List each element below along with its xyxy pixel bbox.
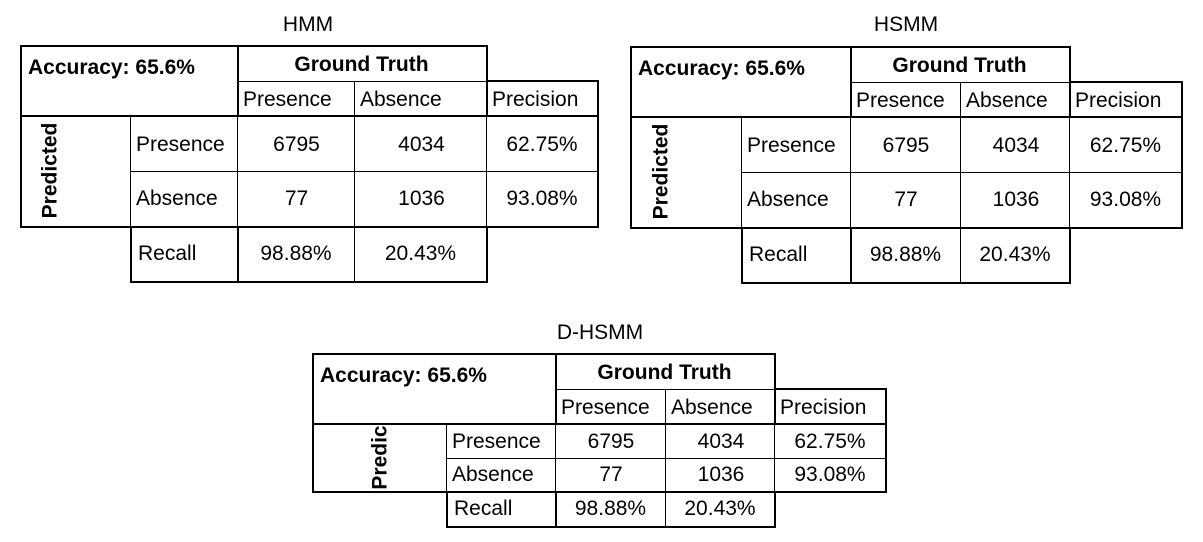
cell-presence-presence: 6795	[555, 423, 666, 459]
table-title-hsmm: HSMM	[873, 13, 939, 36]
ground-truth-header: Ground Truth	[555, 353, 776, 390]
cell-absence-presence: 77	[237, 171, 355, 228]
cell-absence-presence: 77	[850, 172, 961, 229]
table-title-hmm: HMM	[282, 13, 334, 36]
recall-absence: 20.43%	[354, 226, 488, 283]
precision-absence: 93.08%	[774, 458, 887, 493]
recall-label: Recall	[446, 491, 557, 528]
accuracy-label: Accuracy: 65.6%	[630, 46, 852, 118]
predicted-label: Predicted	[648, 123, 672, 220]
confusion-matrix-hsmm	[630, 46, 1183, 284]
cell-absence-absence: 1036	[960, 172, 1071, 229]
recall-absence: 20.43%	[960, 227, 1071, 284]
recall-presence: 98.88%	[850, 227, 961, 284]
row-label-absence: Absence	[446, 458, 556, 493]
precision-header: Precision	[486, 80, 599, 117]
accuracy-label: Accuracy: 65.6%	[20, 45, 239, 117]
col-header-absence: Absence	[960, 82, 1071, 118]
predicted-label: Predic	[368, 424, 392, 490]
row-label-presence: Presence	[741, 116, 851, 173]
predicted-label: Predicted	[38, 122, 62, 219]
accuracy-label: Accuracy: 65.6%	[312, 353, 557, 425]
predicted-axis-label	[630, 116, 742, 229]
precision-presence: 62.75%	[774, 423, 887, 459]
precision-header: Precision	[774, 388, 887, 425]
col-header-presence: Presence	[237, 81, 355, 117]
row-label-absence: Absence	[741, 172, 851, 229]
recall-presence: 98.88%	[237, 226, 355, 283]
col-header-absence: Absence	[665, 389, 776, 425]
precision-presence: 62.75%	[486, 115, 599, 172]
recall-absence: 20.43%	[665, 491, 776, 528]
ground-truth-header: Ground Truth	[850, 46, 1071, 83]
recall-presence: 98.88%	[555, 491, 666, 528]
confusion-matrix-dhsmm	[312, 353, 887, 528]
precision-absence: 93.08%	[1069, 172, 1183, 229]
precision-absence: 93.08%	[486, 171, 599, 228]
col-header-presence: Presence	[850, 82, 961, 118]
predicted-axis-label	[20, 115, 131, 228]
cell-presence-presence: 6795	[237, 115, 355, 172]
confusion-matrix-hmm	[20, 45, 599, 283]
ground-truth-header: Ground Truth	[237, 45, 488, 82]
predicted-axis-label	[312, 423, 447, 493]
table-title-dhsmm: D-HSMM	[556, 321, 644, 344]
row-label-absence: Absence	[130, 171, 238, 228]
col-header-absence: Absence	[354, 81, 488, 117]
cell-absence-absence: 1036	[354, 171, 488, 228]
cell-presence-absence: 4034	[354, 115, 488, 172]
precision-header: Precision	[1069, 81, 1183, 118]
recall-label: Recall	[741, 227, 852, 284]
precision-presence: 62.75%	[1069, 116, 1183, 173]
col-header-presence: Presence	[555, 389, 666, 425]
row-label-presence: Presence	[130, 115, 238, 172]
cell-absence-absence: 1036	[665, 458, 776, 493]
recall-label: Recall	[130, 226, 239, 283]
cell-presence-presence: 6795	[850, 116, 961, 173]
cell-absence-presence: 77	[555, 458, 666, 493]
cell-presence-absence: 4034	[960, 116, 1071, 173]
row-label-presence: Presence	[446, 423, 556, 459]
cell-presence-absence: 4034	[665, 423, 776, 459]
